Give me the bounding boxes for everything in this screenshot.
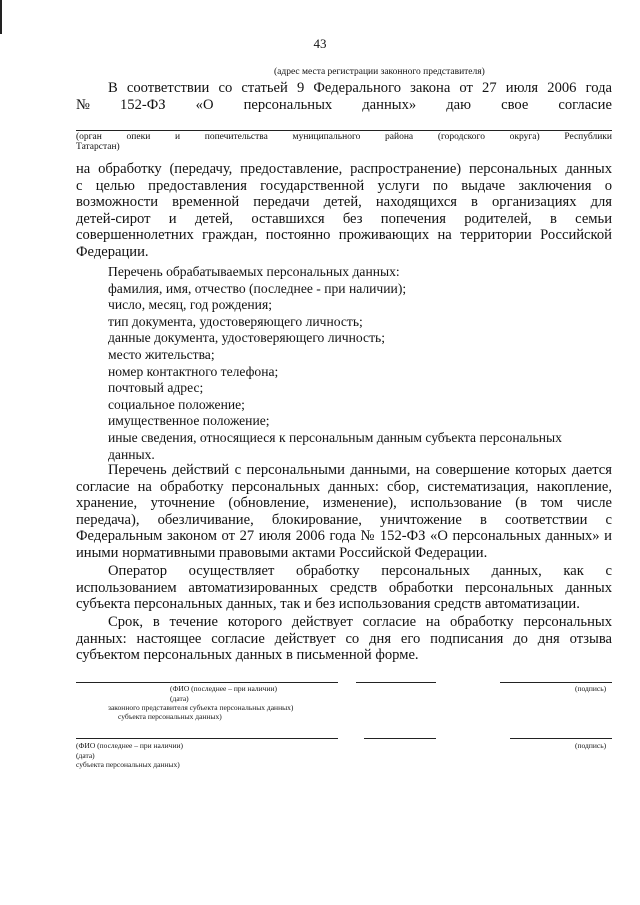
- word-data: данных»: [362, 97, 417, 113]
- sig2-fio-caption: (ФИО (последнее – при наличии): [76, 741, 183, 750]
- data-list-item: номер контактного телефона;: [108, 363, 279, 379]
- sig2-sign-line: [510, 738, 612, 739]
- sig1-date-caption: (дата): [170, 694, 189, 703]
- word-consent: согласие: [558, 97, 612, 113]
- sig1-sign-caption: (подпись): [575, 684, 607, 693]
- data-list-item: почтовый адрес;: [108, 380, 204, 396]
- actions-paragraph: [76, 462, 612, 562]
- word-no: №: [76, 97, 90, 113]
- actions-line: хранение, уточнение (обновление, изменение), использование (в том числе: [76, 495, 612, 512]
- actions-line: Федеральным законом от 27 июля 2006 года № 152-ФЗ «О персональных данных» и: [76, 528, 612, 545]
- operator-line: использованием автоматизированных средств обработки персональных данных: [76, 579, 612, 596]
- sig1-subj-caption: субъекта персональных данных): [118, 712, 222, 721]
- sig2-subj-caption: субъекта персональных данных): [76, 760, 180, 769]
- data-list-item: число, месяц, год рождения;: [108, 297, 272, 313]
- caption-address: (адрес места регистрации законного представителя): [274, 67, 485, 77]
- consent-line-2: [76, 97, 612, 114]
- organ-fill-line: [76, 130, 612, 131]
- left-margin-mark: [0, 0, 2, 34]
- data-list-item: социальное положение;: [108, 396, 245, 412]
- sig1-sign-line: [500, 682, 612, 683]
- purpose-line: с целью предоставления государственной услуги по выдаче заключения о: [76, 177, 612, 194]
- operator-paragraph: [76, 563, 612, 613]
- term-paragraph: [76, 614, 612, 664]
- sig1-rep-caption: законного представителя субъекта персональных данных): [108, 703, 294, 712]
- operator-line: субъекта персональных данных, так и без использования средств автоматизации.: [76, 596, 580, 613]
- sig1-date-line: [356, 682, 436, 683]
- sig2-sign-caption: (подпись): [575, 741, 607, 750]
- caption-organ: [76, 132, 612, 152]
- consent-line-1-text: В соответствии со статьей 9 Федерального закона от 27 июля 2006 года: [108, 80, 612, 96]
- word-own: свое: [501, 97, 529, 113]
- operator-line: Оператор осуществляет обработку персональных данных, как с: [108, 563, 612, 579]
- purpose-line: возможности временной передачи детей, находящихся в организациях для: [76, 194, 612, 211]
- data-list-item: данные документа, удостоверяющего личность;: [108, 330, 386, 346]
- sig1-fio-line: [76, 682, 338, 683]
- data-list-item: фамилия, имя, отчество (последнее - при наличии);: [108, 280, 407, 296]
- sig2-fio-line: [76, 738, 338, 739]
- data-list-title: Перечень обрабатываемых персональных данных:: [108, 264, 400, 279]
- data-list-item: место жительства;: [108, 346, 215, 362]
- data-list: [108, 264, 562, 463]
- word-152fz: 152-ФЗ: [120, 97, 166, 113]
- term-line: субъектом персональных данных в письменной форме.: [76, 647, 419, 664]
- caption-organ-line-1: (орган опеки и попечительства муниципального района (городского округа) Республики: [76, 132, 612, 142]
- consent-line-1: [108, 80, 612, 97]
- word-give: даю: [446, 97, 472, 113]
- data-list-item: тип документа, удостоверяющего личность;: [108, 313, 363, 329]
- sig2-date-line: [364, 738, 436, 739]
- sig2-date-caption: (дата): [76, 751, 95, 760]
- actions-line: иными нормативными правовыми актами Российской Федерации.: [76, 544, 488, 561]
- data-list-item: имущественное положение;: [108, 413, 270, 429]
- actions-line: передача), обезличивание, блокирование, уничтожение в соответствии с: [76, 511, 612, 528]
- purpose-line: Федерации.: [76, 243, 149, 260]
- purpose-line: детей-сирот и детей, оставшихся без попечения родителей, в семьи: [76, 210, 612, 227]
- purpose-line: на обработку (передачу, предоставление, распространение) персональных данных: [76, 161, 612, 177]
- word-personal: персональных: [243, 97, 333, 113]
- term-line: данных: настоящее согласие действует со дня его подписания до дня отзыва: [76, 630, 612, 647]
- caption-organ-line-2: Татарстан): [76, 142, 120, 152]
- data-list-item: иные сведения, относящиеся к персональным данным субъекта персональных: [108, 429, 562, 445]
- actions-line: согласие на обработку персональных данных: сбор, систематизация, накопление,: [76, 478, 612, 495]
- page-number: 43: [313, 36, 327, 51]
- term-line: Срок, в течение которого действует согласие на обработку персональных: [108, 614, 612, 630]
- sig1-fio-caption: (ФИО (последнее – при наличии): [170, 684, 277, 693]
- word-o: «О: [195, 97, 214, 113]
- purpose-paragraph: [76, 161, 612, 261]
- data-list-item: данных.: [108, 446, 155, 462]
- actions-line: Перечень действий с персональными данными, на совершение которых дается: [108, 462, 612, 478]
- purpose-line: совершеннолетних граждан, постоянно проживающих на территории Российской: [76, 227, 612, 244]
